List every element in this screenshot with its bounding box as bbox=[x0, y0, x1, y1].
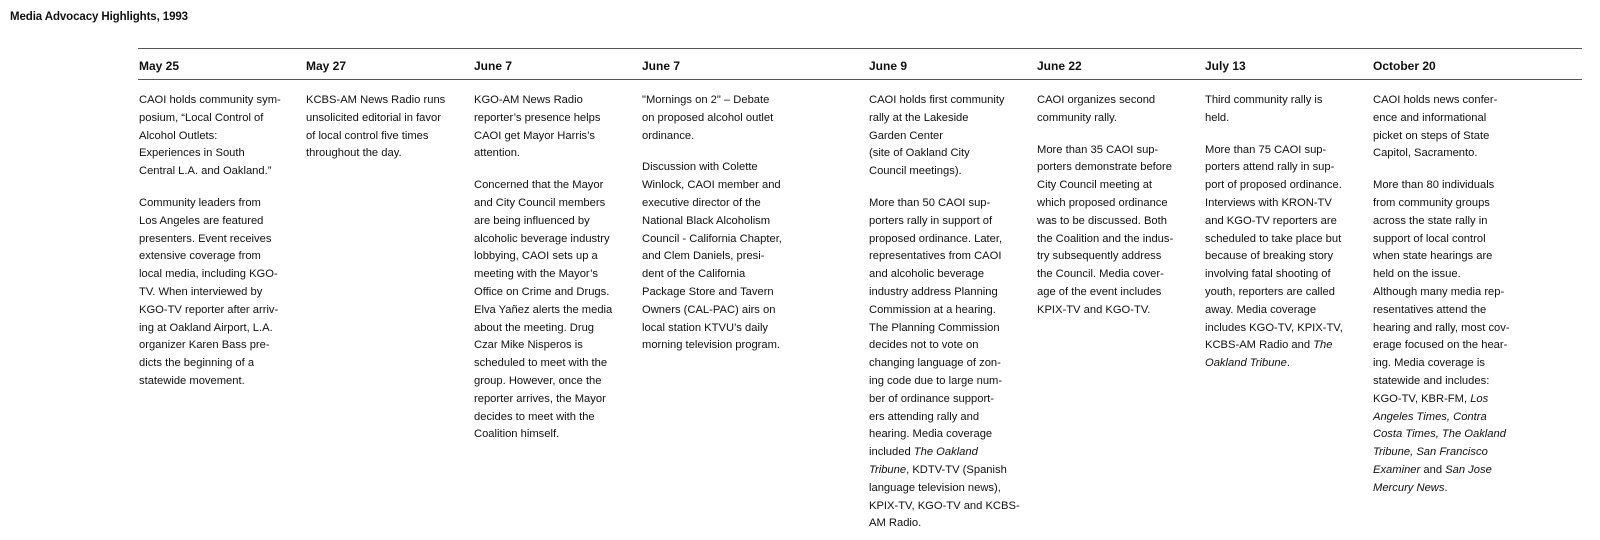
column-paragraph: KGO-AM News Radio reporter’s presence helps CAOI get Mayor Harris’s attention. bbox=[474, 94, 601, 160]
column-paragraph: CAOI holds first community rally at the Lakeside Garden Center (site of Oakland City Council meetings). bbox=[869, 94, 1005, 178]
column-paragraph: "Mornings on 2" – Debate on proposed alcohol outlet ordinance. bbox=[642, 94, 774, 142]
header-bottom-rule bbox=[138, 79, 1582, 80]
column-paragraph: More than 35 CAOI sup- porters demonstrate before City Council meeting at which proposed ordinance was to be discussed. Both the Coalition and the indus- try subsequently address the Council. Media cover- age of the event includes KPIX-TV and KGO-TV. bbox=[1037, 143, 1174, 316]
column-date: June 22 bbox=[1037, 59, 1082, 73]
italic-title: The Oakland Tribune bbox=[1205, 339, 1333, 370]
column-body bbox=[139, 92, 299, 391]
column-paragraph: KCBS-AM News Radio runs unsolicited editorial in favor of local control five times throughout the day. bbox=[306, 94, 446, 160]
column-date: June 9 bbox=[869, 59, 908, 73]
column-paragraph: More than 75 CAOI sup- porters attend rally in sup- port of proposed ordinance. Interviews with KRON-TV and KGO-TV reporters are scheduled to take place but because of breaking story involving fatal shooting of youth, reporters are called away. Media coverage includes KGO-TV, KPIX-TV, KCBS-AM Radio and The Oakland Tribune. bbox=[1205, 143, 1343, 370]
column-date: June 7 bbox=[642, 59, 681, 73]
column-paragraph: CAOI holds news confer- ence and informational picket on steps of State Capitol, Sacramento. bbox=[1373, 94, 1498, 160]
column-date: May 27 bbox=[306, 59, 347, 73]
page-title: Media Advocacy Highlights, 1993 bbox=[10, 11, 188, 23]
column-date: July 13 bbox=[1205, 59, 1246, 73]
column-paragraph: CAOI holds community sym- posium, “Local Control of Alcohol Outlets: Experiences in South Central L.A. and Oakland.” bbox=[139, 94, 281, 178]
italic-title: Los Angeles Times, Contra Costa Times, The Oakland Tribune, San Francisco Examiner bbox=[1373, 392, 1506, 476]
column-paragraph: More than 50 CAOI sup- porters rally in support of proposed ordinance. Later, representatives from CAOI and alcoholic beverage industry address Planning Commission at a hearing. The Planning Commission decides not to vote on changing language of zon- ing code due to large num- ber of ordinance support- ers attending rally and hearing. Media coverage included The Oakland Tribune, KDTV-TV (Spanish language television news), KPIX-TV, KGO-TV and KCBS- AM Radio. bbox=[869, 196, 1020, 530]
column-date: June 7 bbox=[474, 59, 513, 73]
italic-title: The Oakland Tribune bbox=[869, 446, 978, 476]
column-body bbox=[474, 92, 634, 444]
column-body bbox=[306, 92, 466, 163]
column-body bbox=[869, 92, 1029, 533]
column-paragraph: Community leaders from Los Angeles are featured presenters. Event receives extensive coverage from local media, including KGO- TV. When interviewed by KGO-TV reporter after arriv- ing at Oakland Airport, L.A. organizer Karen Bass pre- dicts the beginning of a statewide movement. bbox=[139, 196, 279, 387]
column-paragraph: CAOI organizes second community rally. bbox=[1037, 94, 1156, 124]
column-body bbox=[1373, 92, 1573, 498]
column-date: May 25 bbox=[139, 59, 180, 73]
column-paragraph: Third community rally is held. bbox=[1205, 94, 1323, 124]
column-date: October 20 bbox=[1373, 59, 1436, 73]
column-body bbox=[1205, 92, 1365, 373]
table-top-rule bbox=[138, 48, 1582, 49]
italic-title: San Jose Mercury News bbox=[1373, 463, 1492, 494]
column-paragraph: Concerned that the Mayor and City Council members are being influenced by alcoholic beverage industry lobbying, CAOI sets up a meeting with the Mayor’s Office on Crime and Drugs. Elva Yañez alerts the media about the meeting. Drug Czar Mike Nisperos is scheduled to meet with the group. However, once the reporter arrives, the Mayor decides to meet with the Coalition himself. bbox=[474, 179, 613, 441]
column-paragraph: More than 80 individuals from community groups across the state rally in support of local control when state hearings are held on the issue. Although many media rep- resentatives attend the hearing and rally, most cov- erage focused on the hear- ing. Media coverage is statewide and includes: KGO-TV, KBR-FM, Los Angeles Times, Contra Costa Times, The Oakland Tribune, San Francisco Examiner and San Jose Mercury News. bbox=[1373, 179, 1510, 494]
column-paragraph: Discussion with Colette Winlock, CAOI member and executive director of the National Black Alcoholism Council - California Chapter, and Clem Daniels, presi- dent of the California Package Store and Tavern Owners (CAL-PAC) airs on local station KTVU’s daily morning television program. bbox=[642, 161, 782, 352]
column-body bbox=[1037, 92, 1197, 320]
column-body bbox=[642, 92, 862, 355]
